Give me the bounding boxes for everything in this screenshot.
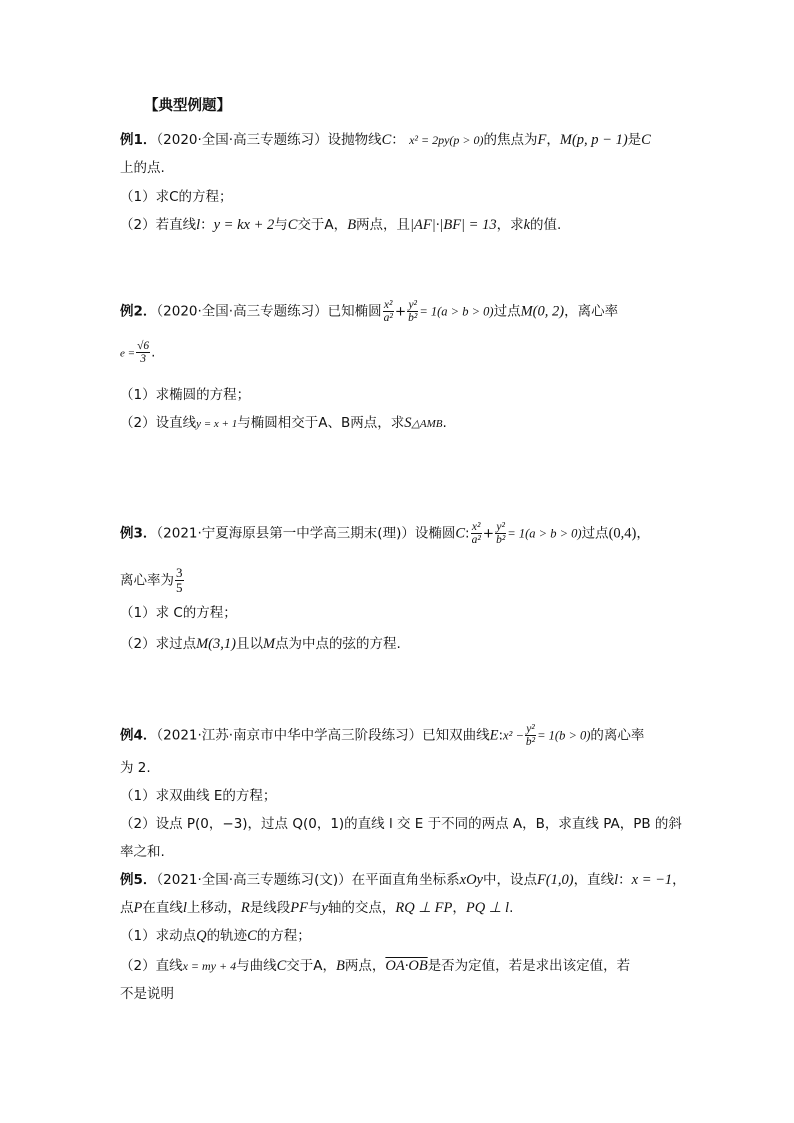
math-PF: PF <box>290 900 308 916</box>
comma: ， <box>672 872 686 888</box>
line-equation: y = kx + 2 <box>213 217 275 233</box>
example-3-question-2 <box>120 634 401 654</box>
text: 过点 <box>493 303 521 320</box>
ellipse-condition: = 1(a > b > 0) <box>419 304 494 319</box>
example-5-line-1 <box>120 870 686 890</box>
text: ， <box>452 900 466 916</box>
colon: ： <box>391 132 405 148</box>
example-4-line-1 <box>120 723 644 748</box>
line-equation: x = my + 4 <box>182 959 237 973</box>
text: 与 <box>274 217 288 233</box>
text: 离心率为 <box>120 572 174 589</box>
fraction-x2-a2: $\frac{\text{x²}}{\text{a²}}$ <box>383 299 393 324</box>
colon: : <box>498 727 504 744</box>
math-P: P <box>133 900 143 916</box>
text: 与 <box>307 900 322 916</box>
example-4-question-1: （1）求双曲线 E的方程； <box>120 788 277 804</box>
math-B: B <box>336 958 345 974</box>
text: 两点， <box>344 958 386 974</box>
plus: + <box>394 303 407 320</box>
example-4-question-2: （2）设点 P(0，−3)，过点 Q(0，1)的直线 l 交 E 于不同的两点 A，B，求直线 PA，PB 的斜 <box>120 816 682 832</box>
fraction-3-5: $\frac{3}{5}$ <box>176 565 183 595</box>
example-4-question-2-cont: 率之和. <box>120 844 165 860</box>
example-4-line-2: 为 2. <box>120 760 151 776</box>
area-subscript: △AMB <box>411 418 443 430</box>
text-is: 是 <box>627 132 642 148</box>
text: 中，设点 <box>482 872 537 888</box>
math-l: l <box>196 217 201 233</box>
example-5-label: 例5． <box>120 872 157 888</box>
math-B: B <box>347 217 357 233</box>
example-2-source: （2020·全国·高三专题练习）已知椭圆 <box>156 303 382 320</box>
example-2-question-1: （1）求椭圆的方程； <box>120 387 251 403</box>
line-equation: x = −1 <box>631 872 673 888</box>
hyperbola-x-term: x² − <box>503 728 524 743</box>
fraction-x2-a2: $\frac{\text{x²}}{\text{a²}}$ <box>471 521 481 546</box>
ellipse-condition: = 1(a > b > 0) <box>507 526 582 541</box>
example-1-label: 例1． <box>120 132 157 148</box>
math-C: C <box>641 132 651 148</box>
example-5-source: （2021·全国·高三专题练习(文)）在平面直角坐标系 <box>156 872 460 888</box>
text: 的方程； <box>256 928 311 944</box>
example-5-question-2-cont: 不是说明 <box>120 986 174 1002</box>
text: ，求 <box>496 217 524 233</box>
math-M: M <box>262 636 276 652</box>
text: （2）设直线 <box>120 415 197 431</box>
text: （2）若直线 <box>120 217 197 233</box>
fraction-y2-b2: $\frac{\text{y²}}{\text{b²}}$ <box>525 723 536 748</box>
point-M: M(p, p − 1) <box>559 132 628 148</box>
example-2-line-2 <box>120 340 155 365</box>
text: 的离心率 <box>590 727 645 744</box>
example-1-question-2 <box>120 215 561 235</box>
math-l: l <box>182 900 187 916</box>
example-4-source: （2021·江苏·南京市中华中学高三阶段练习）已知双曲线 <box>156 727 490 744</box>
math-y: y <box>321 900 328 916</box>
fraction-y2-b2: $\frac{\text{y²}}{\text{b²}}$ <box>496 521 506 546</box>
math-C: C <box>287 217 298 233</box>
parabola-equation: x² = 2py(p > 0) <box>409 133 484 147</box>
math-E: E <box>489 727 499 744</box>
line-equation: y = x + 1 <box>196 418 238 430</box>
text: . <box>442 415 447 431</box>
comma: ， <box>546 132 560 148</box>
point-F: F(1,0) <box>536 872 574 888</box>
math-l: l <box>614 872 619 888</box>
fraction-sqrt6-3: $\frac{√6}{3}$ <box>137 340 150 365</box>
text: 点为中点的弦的方程. <box>275 636 401 652</box>
math-C: C <box>247 928 257 944</box>
section-heading: 【典型例题】 <box>144 98 231 114</box>
point: (0,4) <box>608 525 637 542</box>
example-3-label: 例3． <box>120 525 157 542</box>
text: . <box>509 900 514 916</box>
text: 点 <box>120 900 134 916</box>
point-M: M(0, 2) <box>520 303 565 320</box>
math-C: C <box>455 525 466 542</box>
example-2-line-1 <box>120 299 618 324</box>
point-M: M(3,1) <box>196 636 236 652</box>
math-C: C <box>276 958 287 974</box>
text: 的值. <box>530 217 562 233</box>
text: ，离心率 <box>564 303 619 320</box>
example-5-question-1 <box>120 926 311 946</box>
perpendicular-RQ: RQ ⊥ FP <box>395 900 453 916</box>
example-3-question-1: （1）求 C的方程； <box>120 605 237 621</box>
text: . <box>151 344 156 361</box>
text: （2）求过点 <box>120 636 197 652</box>
text: 在直线 <box>142 900 183 916</box>
text: 的轨迹 <box>206 928 248 944</box>
condition-equation: |AF|·|BF| = 13 <box>410 217 497 233</box>
example-5-question-2 <box>120 956 630 976</box>
math-S: S <box>404 415 412 431</box>
example-5-line-2 <box>120 898 513 918</box>
example-1-source: （2020·全国·高三专题练习）设抛物线 <box>156 132 382 148</box>
hyperbola-condition: = 1(b > 0) <box>537 728 591 743</box>
example-3-line-1 <box>120 521 650 546</box>
example-3-source: （2021·宁夏海原县第一中学高三期末(理)）设椭圆 <box>156 525 456 542</box>
fraction-y2-b2: $\frac{\text{y²}}{\text{b²}}$ <box>408 299 418 324</box>
plus: + <box>482 525 495 542</box>
math-Q: Q <box>196 928 207 944</box>
colon: ： <box>618 872 632 888</box>
example-1-line-2: 上的点. <box>120 160 165 176</box>
text: 两点，且 <box>356 217 411 233</box>
text: （2）直线 <box>120 958 183 974</box>
text: 过点 <box>581 525 609 542</box>
example-1-question-1: （1）求C的方程； <box>120 189 233 205</box>
text: ，直线 <box>573 872 615 888</box>
text: （1）求动点 <box>120 928 197 944</box>
text: 是否为定值，若是求出该定值，若 <box>427 958 631 974</box>
text: 与椭圆相交于A、B两点，求 <box>237 415 405 431</box>
text: ： <box>200 217 214 233</box>
math-k: k <box>523 217 531 233</box>
text: 是线段 <box>249 900 291 916</box>
math-xOy: xOy <box>459 872 483 888</box>
text-focus: 的焦点为 <box>483 132 538 148</box>
text: 交于A， <box>297 217 348 233</box>
text: 与曲线 <box>236 958 277 974</box>
math-C: C <box>381 132 392 148</box>
example-2-question-2 <box>120 413 447 434</box>
example-4-label: 例4． <box>120 727 157 744</box>
example-1-line-1 <box>120 130 651 150</box>
text: 交于A， <box>286 958 337 974</box>
perpendicular-PQ: PQ ⊥ l <box>465 900 510 916</box>
text: 上移动， <box>186 900 241 916</box>
eccentricity-label: e = <box>120 347 136 360</box>
example-2-label: 例2． <box>120 303 157 320</box>
math-R: R <box>240 900 250 916</box>
text: 轴的交点， <box>327 900 396 916</box>
vector-dot-product: OA·OB <box>385 958 428 974</box>
colon: : <box>465 525 470 542</box>
text: 且以 <box>235 636 263 652</box>
math-F: F <box>537 132 547 148</box>
comma: ， <box>636 525 650 542</box>
example-3-line-2 <box>120 566 185 595</box>
